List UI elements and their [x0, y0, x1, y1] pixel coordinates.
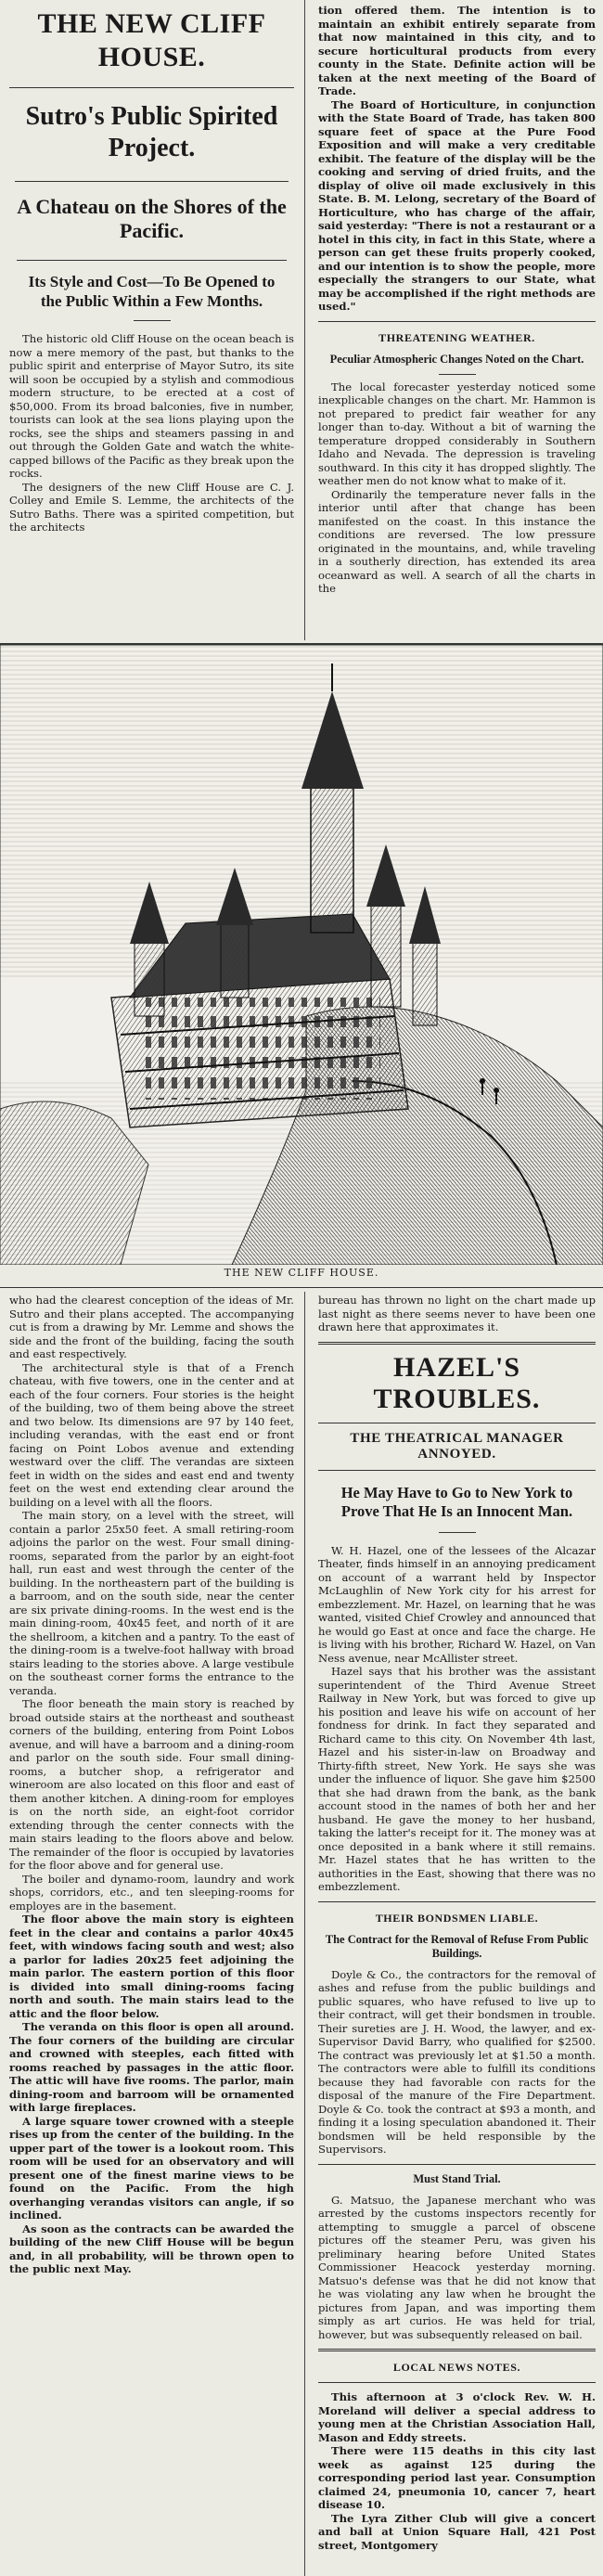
divider: [439, 1532, 476, 1533]
paragraph: The historic old Cliff House on the ocean beach is now a mere memory of the past, but thanks to the public spirit and enterprise of Mayor Sutro, its site will soon be occupied by a stylish and commodious modern structure, to be erected at a cost of $50,000. From its broad balconies, five in number, tourists can look at the sea lions playing upon the rocks, see the ships and steamers passing in and out through the Golden Gate and watch the white-capped billows of the Pacific as they break upon the rocks.: [9, 332, 294, 480]
divider: [318, 2164, 596, 2165]
deck-theatrical-manager: THE THEATRICAL MANAGER ANNOYED.: [350, 1430, 564, 1462]
paragraph: The floor beneath the main story is reached by broad outside stairs at the northeast and southeast corners of the building, entering from Point Lobos avenue, and will have a barroom and a dining-room and parlor on the south side. Four small dining-rooms, a butcher shop, a refrigerator and wineroom are also located on this floor and east of them another kitchen. A dining-room for employes is on the north side, an eight-foot corridor extending through the center connects with the main stairs leading to the floors above and below. The remainder of the floor is occupied by lavatories for the floor above and for general use.: [9, 1697, 294, 1872]
cliff-house-engraving: [0, 645, 603, 1265]
divider: [134, 320, 171, 321]
paragraph: The designers of the new Cliff House are C. J. Colley and Emile S. Lemme, the architects of the Sutro Baths. There was a spirited competition, but the architects: [9, 480, 294, 534]
paragraph: Hazel says that his brother was the assistant superintendent of the Third Avenue Street Railway in New York, but was forced to give up his position and leave his wife on account of her fondness for drink. In fact they separated and Richard came to this city. On November 4th last, Hazel and his sister-in-law on Broadway and Thirty-fifth street, New York. He says she was under the influence of liquor. She gave him $2500 that she had drawn from the bank, as the bank account stood in the names of both her and her husband. He gave the money to her husband, taking the latter's receipt for it. The money was at once deposited in a bank where it still remains. Mr. Hazel states that he has written to the authorities in the East, showing that there was no embezzlement.: [318, 1665, 596, 1893]
deck-style-cost: Its Style and Cost—To Be Opened to the Public Within a Few Months.: [17, 260, 287, 311]
paragraph: The Lyra Zither Club will give a concert and ball at Union Square Hall, 421 Post street, Montgomery: [318, 2511, 596, 2552]
deck-sutro-project: Sutro's Public Spirited Project.: [9, 87, 294, 164]
paragraph: The main story, on a level with the street, will contain a parlor 25x50 feet. A small retiring-room adjoins the parlor on the west. Four small dining-rooms, separated from the parlor by an eight-foot hall, run east and west through the center of the building. In the northeastern part of the building is a barroom, and on the south side, near the center are six private dining-rooms. In the west end is the main dining-room, 40x45 feet, and north of it are the shellroom, a kitchen and a pantry. To the east of the dining-room is a twelve-foot hallway with broad stairs leading to the stories above. A large vestibule on the southeast corner forms the entrance to the veranda.: [9, 1509, 294, 1697]
column-rule: [304, 1292, 305, 2576]
paragraph: Ordinarily the temperature never falls in the interior until after that change has been manifested on the coast. In this instance the conditions are reversed. The low pressure originated in the mountains, and, while traveling in a southerly direction, has extended its area oceanward as well. A search of all the charts in the: [318, 487, 596, 595]
paragraph: The architectural style is that of a French chateau, with five towers, one in the center and at each of the four corners. Four stories is the height of the building, two of them being above the street and two below. Its dimensions are 97 by 140 feet, including verandas, with the east end or front facing on Point Lobos avenue and extending westward over the cliff. The verandas are sixteen feet in width on the sides and east end and twenty feet on the west end extending clear around the building on a level with all the floors.: [9, 1360, 294, 1509]
column-rule: [304, 0, 305, 640]
paragraph: There were 115 deaths in this city last week as against 125 during the corresponding period last year. Consumption claimed 24, pneumonia 10, cancer 7, heart disease 10.: [318, 2444, 596, 2511]
divider: [439, 374, 476, 375]
paragraph: Doyle & Co., the contractors for the removal of ashes and refuse from the public buildings and public squares, who have refused to live up to their contract, will get their bondsmen in trouble. Their sureties are J. H. Wood, the lawyer, and ex-Supervisor David Barry, who qualified for $2500. The contract was previously let at $1.50 a month. The contractors were able to fulfill its conditions because they had favorable con racts for the disposal of the manure of the Fire Department. Doyle & Co. took the contract at $93 a month, and finding it a losing speculation abandoned it. Their bondsmen will be held responsible by the Supervisors.: [318, 1967, 596, 2156]
headline-bondsmen-liable: THEIR BONDSMEN LIABLE.: [375, 1911, 539, 1925]
illustration-new-cliff-house: [0, 643, 603, 1288]
divider: [318, 1901, 596, 1902]
paragraph: who had the clearest conception of the ideas of Mr. Sutro and their plans accepted. The accompanying cut is from a drawing by Mr. Lemme and shows the side and the front of the building, facing the south and east respectively.: [9, 1294, 294, 1360]
divider: [318, 2382, 596, 2383]
deck-new-york: He May Have to Go to New York to Prove That He Is an Innocent Man.: [340, 1483, 573, 1520]
divider: [318, 321, 596, 322]
paragraph: As soon as the contracts can be awarded the building of the new Cliff House will be begun and, in all probability, will be thrown open to the public next May.: [9, 2222, 294, 2275]
paragraph: The local forecaster yesterday noticed some inexplicable changes on the chart. Mr. Hammon is not prepared to predict fair weather for any longer than to-day. Without a bit of warning the temperature dropped considerably in Southern Idaho and Nevada. The depression is traveling southward. In this city it has dropped slightly. The weather men do not know what to make of it.: [318, 380, 596, 487]
divider: [318, 1470, 596, 1471]
deck-atmospheric-changes: Peculiar Atmospheric Changes Noted on the Chart.: [329, 352, 584, 366]
article-cliff-house-top: [0, 0, 302, 640]
paragraph: The floor above the main story is eighteen feet in the clear and contains a parlor 40x45 feet, with windows facing south and west; also a parlor for ladies 20x25 feet adjoining the main parlor. The eastern portion of this floor is divided into small dining-rooms facing north and south. The main stairs lead to the attic and the floor below.: [9, 1913, 294, 2020]
deck-refuse-contract: The Contract for the Removal of Refuse From Public Buildings.: [325, 1932, 589, 1960]
divider: [318, 1342, 596, 1345]
paragraph: tion offered them. The intention is to maintain an exhibit entirely separate from that now maintained in this city, and to secure horticultural products from every county in the State. Definite action will be taken at the next meeting of the Board of Trade.: [318, 4, 596, 97]
article-cliff-house-continued: [0, 1292, 302, 2576]
divider: [318, 2349, 596, 2351]
headline-must-stand-trial: Must Stand Trial.: [413, 2171, 501, 2185]
paragraph: The boiler and dynamo-room, laundry and work shops, corridors, etc., and ten sleeping-rooms for employes are in the basement.: [9, 1872, 294, 1913]
deck-chateau: A Chateau on the Shores of the Pacific.: [15, 181, 289, 243]
headline-new-cliff-house: THE NEW CLIFF HOUSE.: [37, 8, 266, 72]
paragraph: W. H. Hazel, one of the lessees of the Alcazar Theater, finds himself in an annoying predicament on account of a warrant held by Inspector McLaughlin of New York city for his arrest for embezzlement. Mr. Hazel, on learning that he was wanted, visited Chief Crowley and announced that he would go East at once and face the charge. He is living with his brother, Richard W. Hazel, on Van Ness avenue, near McAllister street.: [318, 1543, 596, 1665]
headline-hazels-troubles: HAZEL'S TROUBLES.: [373, 1351, 541, 1414]
paragraph: A large square tower crowned with a steeple rises up from the center of the building. In the upper part of the tower is a lookout room. This room will be used for an observatory and will present one of the finest marine views to be found on the Pacific. From the high overhanging verandas visitors can angle, if so inclined.: [9, 2114, 294, 2222]
headline-local-news: LOCAL NEWS NOTES.: [392, 2361, 521, 2374]
paragraph: This afternoon at 3 o'clock Rev. W. H. Moreland will deliver a special address to young men at the Christian Association Hall, Mason and Eddy streets.: [318, 2390, 596, 2444]
headline-threatening-weather: THREATENING WEATHER.: [378, 330, 535, 344]
figure-caption: THE NEW CLIFF HOUSE.: [224, 1267, 379, 1279]
article-board-of-trade-and-weather: [309, 0, 603, 640]
paragraph: The veranda on this floor is open all around. The four corners of the building are circular and crowned with steeples, each fitted with rooms reached by passages in the attic floor. The attic will have five rooms. The parlor, main dining-room and barroom will be ornamented with large fireplaces.: [9, 2020, 294, 2114]
article-hazels-troubles: [309, 1292, 603, 2576]
paragraph: bureau has thrown no light on the chart made up last night as there seems never to have been one drawn here that approximates it.: [318, 1294, 596, 1333]
paragraph: The Board of Horticulture, in conjunction with the State Board of Trade, has taken 800 square feet of space at the Pure Food Exposition and will make a very creditable exhibit. The feature of the display will be the cooking and serving of dried fruits, and the display of olive oil made exclusively in this State. B. M. Lelong, secretary of the Board of Horticulture, who has charge of the affair, said yesterday: "There is not a restaurant or a hotel in this city, in fact in this State, where a person can get these fruits properly cooked, and our intention is to show the people, more especially the strangers to our State, what may be accomplished if the right methods are used.": [318, 97, 596, 313]
paragraph: G. Matsuo, the Japanese merchant who was arrested by the customs inspectors recently for attempting to smuggle a parcel of obscene pictures off the steamer Peru, was given his preliminary hearing before United States Commissioner Heacock yesterday morning. Matsuo's defense was that he did not know that he was violating any law when he brought the pictures from Japan, and was importing them simply as art curios. He was held for trial, however, but was subsequently released on bail.: [318, 2193, 596, 2341]
